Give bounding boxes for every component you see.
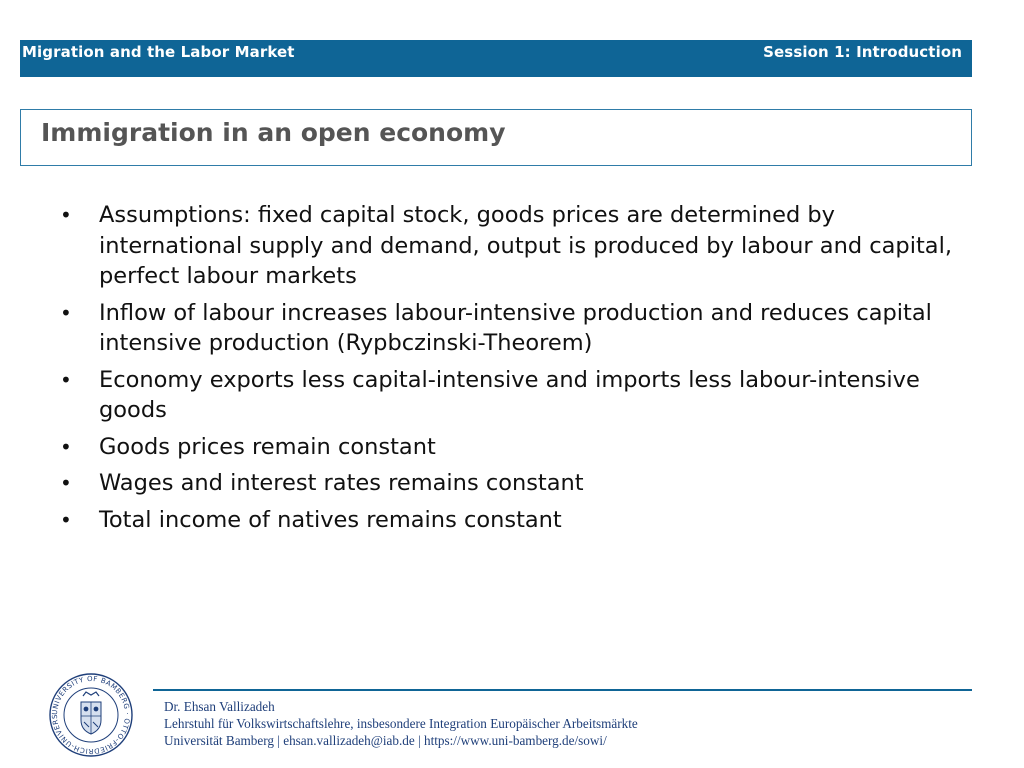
bullet-dot: • (60, 507, 72, 532)
bullet-text: Economy exports less capital-intensive and imports less labour-intensive goods (99, 366, 920, 423)
bullet-dot: • (60, 471, 72, 495)
footer-contact: Universität Bamberg | ehsan.vallizadeh@iab.de | https://www.uni-bamberg.de/sowi/ (164, 733, 607, 748)
session-title: Session 1: Introduction (763, 43, 962, 61)
bullet-dot: • (60, 203, 72, 227)
slide-title-box (20, 109, 972, 166)
svg-text:UNIVERSITY OF BAMBERG · OTTO-F: UNIVERSITY OF BAMBERG · OTTO-FRIEDRICH-UNIVERS (50, 674, 132, 756)
university-seal-icon (48, 672, 134, 758)
header-bar (20, 40, 972, 77)
bullet-item (60, 505, 980, 536)
bullet-dot: • (60, 300, 72, 325)
bullet-item (60, 432, 980, 463)
bullet-item (60, 298, 980, 359)
slide-title: Immigration in an open economy (41, 118, 506, 147)
course-title: Migration and the Labor Market (22, 43, 295, 61)
bullet-item (60, 468, 980, 499)
bullet-item (60, 200, 980, 292)
footer (164, 698, 638, 749)
footer-chair: Lehrstuhl für Volkswirtschaftslehre, insbesondere Integration Europäischer Arbeitsmärkte (164, 716, 638, 731)
bullet-dot: • (60, 367, 72, 392)
bullet-text: Total income of natives remains constant (99, 506, 562, 533)
bullet-dot: • (60, 434, 72, 459)
bullet-text: Goods prices remain constant (99, 433, 436, 460)
bullet-list (60, 200, 980, 541)
bullet-text: Wages and interest rates remains constant (99, 470, 584, 496)
bullet-text: Inflow of labour increases labour-intensive production and reduces capital intensive production (Rypbczinski-Theorem) (99, 299, 932, 356)
bullet-item (60, 365, 980, 426)
bullet-text: Assumptions: fixed capital stock, goods prices are determined by international supply and demand, output is produced by labour and capital, perfect labour markets (99, 202, 952, 289)
footer-author: Dr. Ehsan Vallizadeh (164, 699, 275, 714)
footer-divider (153, 689, 972, 691)
